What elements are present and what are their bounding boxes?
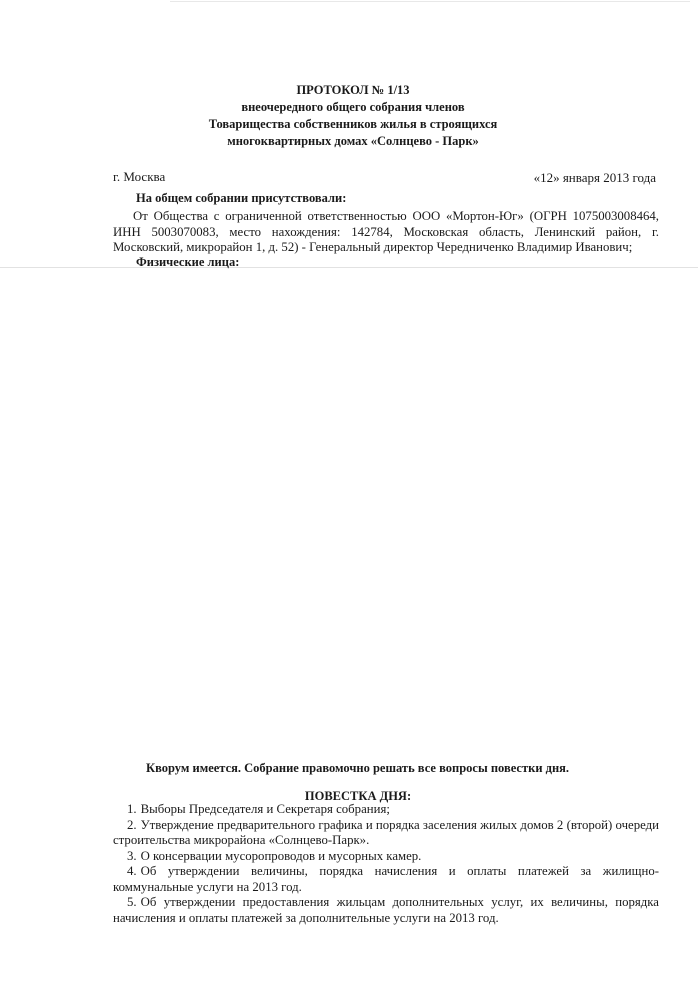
title-protocol-number: ПРОТОКОЛ № 1/13 xyxy=(296,83,410,97)
title-association: Товарищества собственников жилья в строящихся xyxy=(208,117,498,131)
agenda-item: 1. Выборы Председателя и Секретаря собрания; xyxy=(127,802,390,816)
agenda-item: 4. Об утверждении величины, порядка начисления и оплаты платежей за жилищно-коммунальные услуги на 2013 год. xyxy=(113,864,659,894)
title-complex-name: многоквартирных домах «Солнцево - Парк» xyxy=(227,134,479,148)
city: г. Москва xyxy=(113,169,166,184)
document-title xyxy=(0,82,698,150)
attendance-heading: На общем собрании присутствовали: xyxy=(136,191,347,205)
agenda-item: 2. Утверждение предварительного графика и порядка заселения жилых домов 2 (второй) очереди строительства микрорайона «Солнцево-Парк». xyxy=(113,817,659,847)
agenda-item: 5. Об утверждении предоставления жильцам дополнительных услуг, их величины, порядка начисления и оплаты платежей за дополнительные услуги на 2013 год. xyxy=(113,895,659,925)
document-date: «12» января 2013 года xyxy=(533,170,656,185)
agenda-heading: ПОВЕСТКА ДНЯ: xyxy=(304,789,412,803)
agenda-list xyxy=(113,802,659,926)
quorum-statement: Кворум имеется. Собрание правомочно решать все вопросы повестки дня. xyxy=(146,761,570,775)
page-fold-line xyxy=(0,267,698,268)
title-meeting-type: внеочередного общего собрания членов xyxy=(241,100,465,114)
organization-representative: От Общества с ограниченной ответственностью ООО «Мортон-Юг» (ОГРН 1075003008464, ИНН 5003070083, место нахождения: 142784, Московская область, Ленинский район, г. Московский, микрорайон 1, д. 52) - Генеральный директор Чередниченко Владимир Иванович; xyxy=(113,209,659,254)
agenda-item: 3. О консервации мусоропроводов и мусорных камер. xyxy=(127,848,422,863)
scan-edge-line xyxy=(170,1,690,2)
individuals-heading: Физические лица: xyxy=(136,255,240,269)
